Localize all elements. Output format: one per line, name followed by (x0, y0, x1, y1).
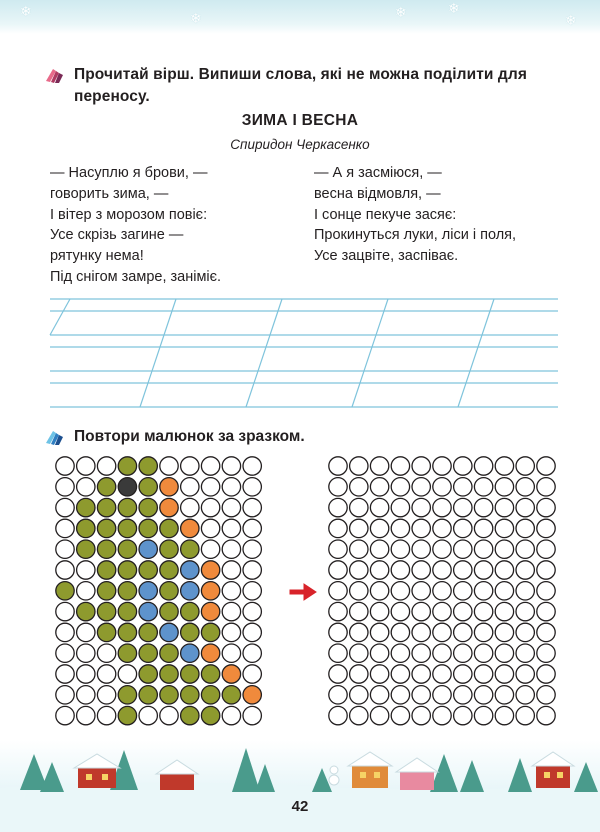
sample-dot-olive (139, 665, 157, 683)
empty-dot[interactable] (516, 644, 534, 662)
sample-dot-orange (243, 686, 261, 704)
sample-dot-empty (222, 602, 240, 620)
empty-dot[interactable] (474, 602, 492, 620)
sample-dot-empty (201, 519, 219, 537)
empty-dot[interactable] (495, 686, 513, 704)
sample-dot-empty (243, 582, 261, 600)
empty-dot[interactable] (495, 644, 513, 662)
empty-dot[interactable] (391, 498, 409, 516)
sample-dot-empty (243, 623, 261, 641)
sample-dot-olive (160, 582, 178, 600)
empty-dot[interactable] (370, 686, 388, 704)
sample-dot-empty (222, 561, 240, 579)
empty-dot[interactable] (350, 582, 368, 600)
empty-dot[interactable] (329, 686, 347, 704)
sample-dot-olive (118, 582, 136, 600)
sample-dot-empty (56, 540, 74, 558)
empty-dot[interactable] (454, 478, 472, 496)
sample-dot-empty (243, 644, 261, 662)
empty-dot[interactable] (516, 540, 534, 558)
sample-dot-orange (160, 498, 178, 516)
empty-dot[interactable] (537, 519, 555, 537)
sample-dot-empty (97, 457, 115, 475)
empty-dot[interactable] (412, 582, 430, 600)
empty-dot[interactable] (329, 602, 347, 620)
snowflake-icon: ❄ (20, 3, 32, 19)
empty-dot[interactable] (454, 602, 472, 620)
page-number: 42 (291, 798, 309, 815)
empty-dot[interactable] (370, 644, 388, 662)
task1-instruction: Прочитай вірш. Випиши слова, які не можна поділити для переносу. (74, 66, 527, 105)
empty-dot[interactable] (433, 706, 451, 724)
empty-dot[interactable] (350, 623, 368, 641)
empty-dot[interactable] (433, 602, 451, 620)
empty-dot[interactable] (370, 561, 388, 579)
empty-dot[interactable] (474, 644, 492, 662)
poem-line: говорить зима, — (50, 185, 169, 202)
empty-dot[interactable] (454, 457, 472, 475)
empty-dot[interactable] (454, 706, 472, 724)
empty-dot[interactable] (454, 561, 472, 579)
empty-dot[interactable] (516, 561, 534, 579)
empty-dot[interactable] (350, 498, 368, 516)
sample-dot-olive (97, 623, 115, 641)
empty-dot[interactable] (412, 623, 430, 641)
empty-dot[interactable] (474, 498, 492, 516)
sample-dot-empty (77, 457, 95, 475)
empty-dot[interactable] (350, 686, 368, 704)
empty-dot[interactable] (474, 540, 492, 558)
empty-dot[interactable] (412, 561, 430, 579)
sample-dot-olive (139, 498, 157, 516)
empty-dot[interactable] (433, 665, 451, 683)
empty-dot[interactable] (495, 665, 513, 683)
empty-dot[interactable] (329, 582, 347, 600)
empty-dot[interactable] (433, 582, 451, 600)
sample-dot-empty (97, 706, 115, 724)
sample-dot-empty (56, 623, 74, 641)
empty-dot[interactable] (350, 457, 368, 475)
empty-dot[interactable] (412, 519, 430, 537)
empty-dot[interactable] (391, 540, 409, 558)
sample-dot-olive (160, 644, 178, 662)
sample-dot-blue (139, 540, 157, 558)
sample-dot-olive (181, 602, 199, 620)
empty-dot[interactable] (350, 561, 368, 579)
sample-dot-olive (97, 540, 115, 558)
sample-dot-olive (77, 519, 95, 537)
empty-dot[interactable] (370, 582, 388, 600)
empty-dot[interactable] (412, 478, 430, 496)
sample-dot-empty (56, 602, 74, 620)
empty-dot[interactable] (433, 623, 451, 641)
empty-dot[interactable] (474, 457, 492, 475)
sample-dot-olive (118, 686, 136, 704)
empty-dot[interactable] (329, 644, 347, 662)
sample-dot-olive (97, 582, 115, 600)
empty-dot[interactable] (350, 519, 368, 537)
sample-dot-orange (181, 519, 199, 537)
empty-dot[interactable] (537, 498, 555, 516)
poem-line: Усе зацвіте, заспіває. (314, 248, 459, 265)
sample-dot-olive (77, 602, 95, 620)
sample-dot-olive (181, 540, 199, 558)
empty-dot[interactable] (495, 540, 513, 558)
empty-dot[interactable] (350, 665, 368, 683)
empty-dot[interactable] (537, 540, 555, 558)
sample-dot-olive (139, 457, 157, 475)
sample-dot-empty (222, 540, 240, 558)
empty-dot[interactable] (454, 540, 472, 558)
empty-dot[interactable] (474, 623, 492, 641)
sample-dot-empty (77, 561, 95, 579)
sample-dot-empty (56, 644, 74, 662)
sample-dot-empty (56, 457, 74, 475)
sample-dot-empty (160, 457, 178, 475)
sample-dot-empty (201, 478, 219, 496)
task2-instruction: Повтори малюнок за зразком. (74, 428, 305, 445)
sample-dot-olive (160, 686, 178, 704)
snowflake-icon: ❄ (565, 12, 577, 28)
empty-dot[interactable] (516, 457, 534, 475)
empty-dot[interactable] (329, 540, 347, 558)
sample-dot-empty (201, 540, 219, 558)
sample-dot-empty (97, 686, 115, 704)
empty-dot[interactable] (370, 665, 388, 683)
sample-dot-olive (118, 602, 136, 620)
poem-line: І сонце пекуче засяє: (314, 206, 457, 223)
empty-dot[interactable] (412, 540, 430, 558)
empty-dot[interactable] (537, 602, 555, 620)
empty-dot[interactable] (370, 602, 388, 620)
empty-dot[interactable] (391, 582, 409, 600)
empty-dot[interactable] (537, 686, 555, 704)
sample-dot-olive (181, 665, 199, 683)
empty-dot[interactable] (391, 457, 409, 475)
snowflake-icon: ❄ (395, 4, 407, 20)
empty-dot[interactable] (537, 665, 555, 683)
sample-dot-empty (243, 478, 261, 496)
empty-dot[interactable] (350, 644, 368, 662)
sample-dot-empty (222, 498, 240, 516)
empty-dot[interactable] (474, 582, 492, 600)
sample-dot-olive (139, 478, 157, 496)
empty-dot[interactable] (370, 478, 388, 496)
empty-dot[interactable] (370, 623, 388, 641)
empty-dot[interactable] (516, 519, 534, 537)
empty-dot[interactable] (516, 478, 534, 496)
empty-dot[interactable] (433, 498, 451, 516)
sample-dot-empty (222, 478, 240, 496)
sample-dot-empty (56, 665, 74, 683)
poem-line: — А я засміюся, — (314, 165, 442, 181)
empty-dot[interactable] (495, 602, 513, 620)
sample-dot-olive (139, 644, 157, 662)
sample-dot-empty (56, 519, 74, 537)
sample-dot-olive (118, 519, 136, 537)
empty-dot[interactable] (329, 561, 347, 579)
empty-dot[interactable] (391, 686, 409, 704)
empty-dot[interactable] (350, 478, 368, 496)
empty-dot[interactable] (516, 498, 534, 516)
sample-dot-empty (77, 478, 95, 496)
empty-dot[interactable] (454, 644, 472, 662)
sample-dot-empty (222, 644, 240, 662)
empty-dot[interactable] (495, 457, 513, 475)
sample-dot-empty (181, 498, 199, 516)
sample-dot-empty (56, 686, 74, 704)
empty-dot[interactable] (370, 706, 388, 724)
sample-dot-empty (56, 478, 74, 496)
sample-dot-olive (139, 686, 157, 704)
sample-dot-empty (222, 519, 240, 537)
empty-dot[interactable] (495, 478, 513, 496)
sample-dot-olive (118, 623, 136, 641)
empty-dot[interactable] (516, 602, 534, 620)
sample-dot-orange (201, 602, 219, 620)
empty-dot[interactable] (391, 602, 409, 620)
empty-dot[interactable] (433, 686, 451, 704)
sample-dot-empty (56, 706, 74, 724)
empty-dot[interactable] (516, 706, 534, 724)
sample-dot-dark (118, 478, 136, 496)
empty-dot[interactable] (412, 644, 430, 662)
empty-dot[interactable] (412, 602, 430, 620)
sample-dot-empty (243, 457, 261, 475)
empty-dot[interactable] (412, 665, 430, 683)
sample-dot-olive (139, 561, 157, 579)
empty-dot[interactable] (474, 665, 492, 683)
sample-dot-olive (97, 519, 115, 537)
empty-dot[interactable] (537, 582, 555, 600)
empty-dot[interactable] (391, 665, 409, 683)
sample-dot-empty (118, 665, 136, 683)
sample-dot-orange (222, 665, 240, 683)
empty-dot[interactable] (391, 519, 409, 537)
empty-dot[interactable] (329, 706, 347, 724)
sample-dot-olive (118, 706, 136, 724)
empty-dot[interactable] (537, 478, 555, 496)
empty-dot[interactable] (454, 686, 472, 704)
sample-dot-empty (97, 665, 115, 683)
sample-dot-empty (201, 457, 219, 475)
empty-dot[interactable] (412, 457, 430, 475)
empty-dot[interactable] (474, 686, 492, 704)
sample-dot-empty (56, 498, 74, 516)
sample-dot-olive (97, 561, 115, 579)
empty-dot[interactable] (516, 665, 534, 683)
empty-dot[interactable] (537, 644, 555, 662)
empty-dot[interactable] (474, 706, 492, 724)
empty-dot[interactable] (537, 623, 555, 641)
sample-dot-empty (77, 686, 95, 704)
sample-dot-empty (56, 561, 74, 579)
sample-dot-empty (139, 706, 157, 724)
empty-dot[interactable] (454, 519, 472, 537)
sample-dot-olive (201, 706, 219, 724)
empty-dot[interactable] (454, 665, 472, 683)
poem-line: Під снігом замре, заніміє. (50, 268, 222, 285)
empty-dot[interactable] (433, 644, 451, 662)
empty-dot[interactable] (412, 498, 430, 516)
empty-dot[interactable] (516, 582, 534, 600)
sample-dot-olive (160, 561, 178, 579)
sample-dot-olive (160, 665, 178, 683)
sample-dot-olive (118, 457, 136, 475)
sample-dot-blue (160, 623, 178, 641)
empty-dot[interactable] (412, 706, 430, 724)
sample-dot-empty (181, 478, 199, 496)
sample-dot-blue (181, 644, 199, 662)
sample-dot-olive (97, 602, 115, 620)
sample-dot-blue (181, 561, 199, 579)
sample-dot-blue (181, 582, 199, 600)
empty-dot[interactable] (391, 478, 409, 496)
sample-dot-orange (160, 478, 178, 496)
sample-dot-olive (181, 686, 199, 704)
poem-author: Спиридон Черкасенко (230, 137, 370, 152)
poem-line: Усе скрізь загине — (50, 227, 184, 244)
empty-dot[interactable] (474, 478, 492, 496)
sample-dot-empty (77, 644, 95, 662)
sample-dot-empty (243, 706, 261, 724)
sample-dot-empty (243, 665, 261, 683)
empty-dot[interactable] (370, 457, 388, 475)
empty-dot[interactable] (329, 665, 347, 683)
sample-dot-empty (222, 457, 240, 475)
sample-dot-olive (160, 602, 178, 620)
empty-dot[interactable] (495, 498, 513, 516)
empty-dot[interactable] (370, 540, 388, 558)
empty-dot[interactable] (433, 540, 451, 558)
empty-dot[interactable] (329, 519, 347, 537)
sample-dot-olive (139, 623, 157, 641)
sample-dot-empty (77, 623, 95, 641)
sample-dot-olive (56, 582, 74, 600)
empty-dot[interactable] (329, 457, 347, 475)
empty-dot[interactable] (350, 706, 368, 724)
poem-line: — Насуплю я брови, — (50, 165, 208, 181)
empty-dot[interactable] (329, 623, 347, 641)
empty-dot[interactable] (391, 706, 409, 724)
sample-dot-olive (118, 644, 136, 662)
empty-dot[interactable] (516, 623, 534, 641)
empty-dot[interactable] (474, 519, 492, 537)
sample-dot-olive (118, 498, 136, 516)
sample-dot-empty (243, 519, 261, 537)
sample-dot-empty (243, 602, 261, 620)
empty-dot[interactable] (370, 519, 388, 537)
sample-dot-empty (222, 706, 240, 724)
empty-dot[interactable] (412, 686, 430, 704)
sample-dot-orange (201, 561, 219, 579)
sample-dot-empty (222, 582, 240, 600)
arrow-right-icon (290, 584, 316, 600)
sample-dot-orange (201, 644, 219, 662)
empty-dot[interactable] (454, 623, 472, 641)
empty-dot[interactable] (391, 561, 409, 579)
empty-dot[interactable] (537, 561, 555, 579)
empty-dot[interactable] (433, 519, 451, 537)
empty-dot[interactable] (495, 623, 513, 641)
snowflake-icon: ❄ (448, 0, 460, 16)
poem-line: Прокинуться луки, ліси і поля, (314, 227, 517, 244)
empty-dot[interactable] (537, 457, 555, 475)
sample-dot-olive (181, 706, 199, 724)
empty-dot[interactable] (495, 706, 513, 724)
empty-dot[interactable] (495, 582, 513, 600)
sample-dot-empty (97, 644, 115, 662)
sample-dot-orange (201, 582, 219, 600)
sample-dot-olive (118, 540, 136, 558)
sample-dot-empty (77, 665, 95, 683)
poem-title: ЗИМА І ВЕСНА (241, 112, 359, 129)
sample-dot-empty (181, 457, 199, 475)
sample-dot-olive (222, 686, 240, 704)
empty-dot[interactable] (516, 686, 534, 704)
sample-dot-olive (201, 623, 219, 641)
sample-dot-olive (201, 665, 219, 683)
sample-dot-olive (97, 498, 115, 516)
empty-dot[interactable] (370, 498, 388, 516)
snowflake-icon: ❄ (190, 10, 202, 26)
poem-line: рятунку нема! (50, 248, 144, 265)
sample-dot-olive (77, 540, 95, 558)
empty-dot[interactable] (454, 582, 472, 600)
sample-dot-olive (77, 498, 95, 516)
sample-dot-olive (97, 478, 115, 496)
sample-dot-empty (243, 540, 261, 558)
poem-line: весна відмовля, — (314, 185, 441, 202)
sample-dot-empty (77, 706, 95, 724)
empty-dot[interactable] (350, 602, 368, 620)
empty-dot[interactable] (350, 540, 368, 558)
sample-dot-olive (118, 561, 136, 579)
empty-dot[interactable] (474, 561, 492, 579)
sample-dot-olive (160, 519, 178, 537)
empty-dot[interactable] (329, 478, 347, 496)
sample-pattern-grid (56, 457, 262, 725)
sample-dot-olive (201, 686, 219, 704)
sample-dot-empty (160, 706, 178, 724)
winter-village-illustration (0, 740, 600, 832)
poem-line: І вітер з морозом повіє: (50, 206, 208, 223)
empty-pattern-grid[interactable] (329, 457, 555, 725)
sample-dot-empty (222, 623, 240, 641)
empty-dot[interactable] (433, 478, 451, 496)
sample-dot-empty (201, 498, 219, 516)
sample-dot-olive (139, 519, 157, 537)
sample-dot-olive (181, 623, 199, 641)
empty-dot[interactable] (454, 498, 472, 516)
sample-dot-blue (139, 602, 157, 620)
empty-dot[interactable] (329, 498, 347, 516)
sample-dot-empty (243, 498, 261, 516)
sample-dot-empty (77, 582, 95, 600)
empty-dot[interactable] (433, 457, 451, 475)
empty-dot[interactable] (391, 644, 409, 662)
empty-dot[interactable] (495, 561, 513, 579)
empty-dot[interactable] (495, 519, 513, 537)
empty-dot[interactable] (391, 623, 409, 641)
sample-dot-olive (160, 540, 178, 558)
sample-dot-empty (243, 561, 261, 579)
sample-dot-blue (139, 582, 157, 600)
empty-dot[interactable] (537, 706, 555, 724)
empty-dot[interactable] (433, 561, 451, 579)
